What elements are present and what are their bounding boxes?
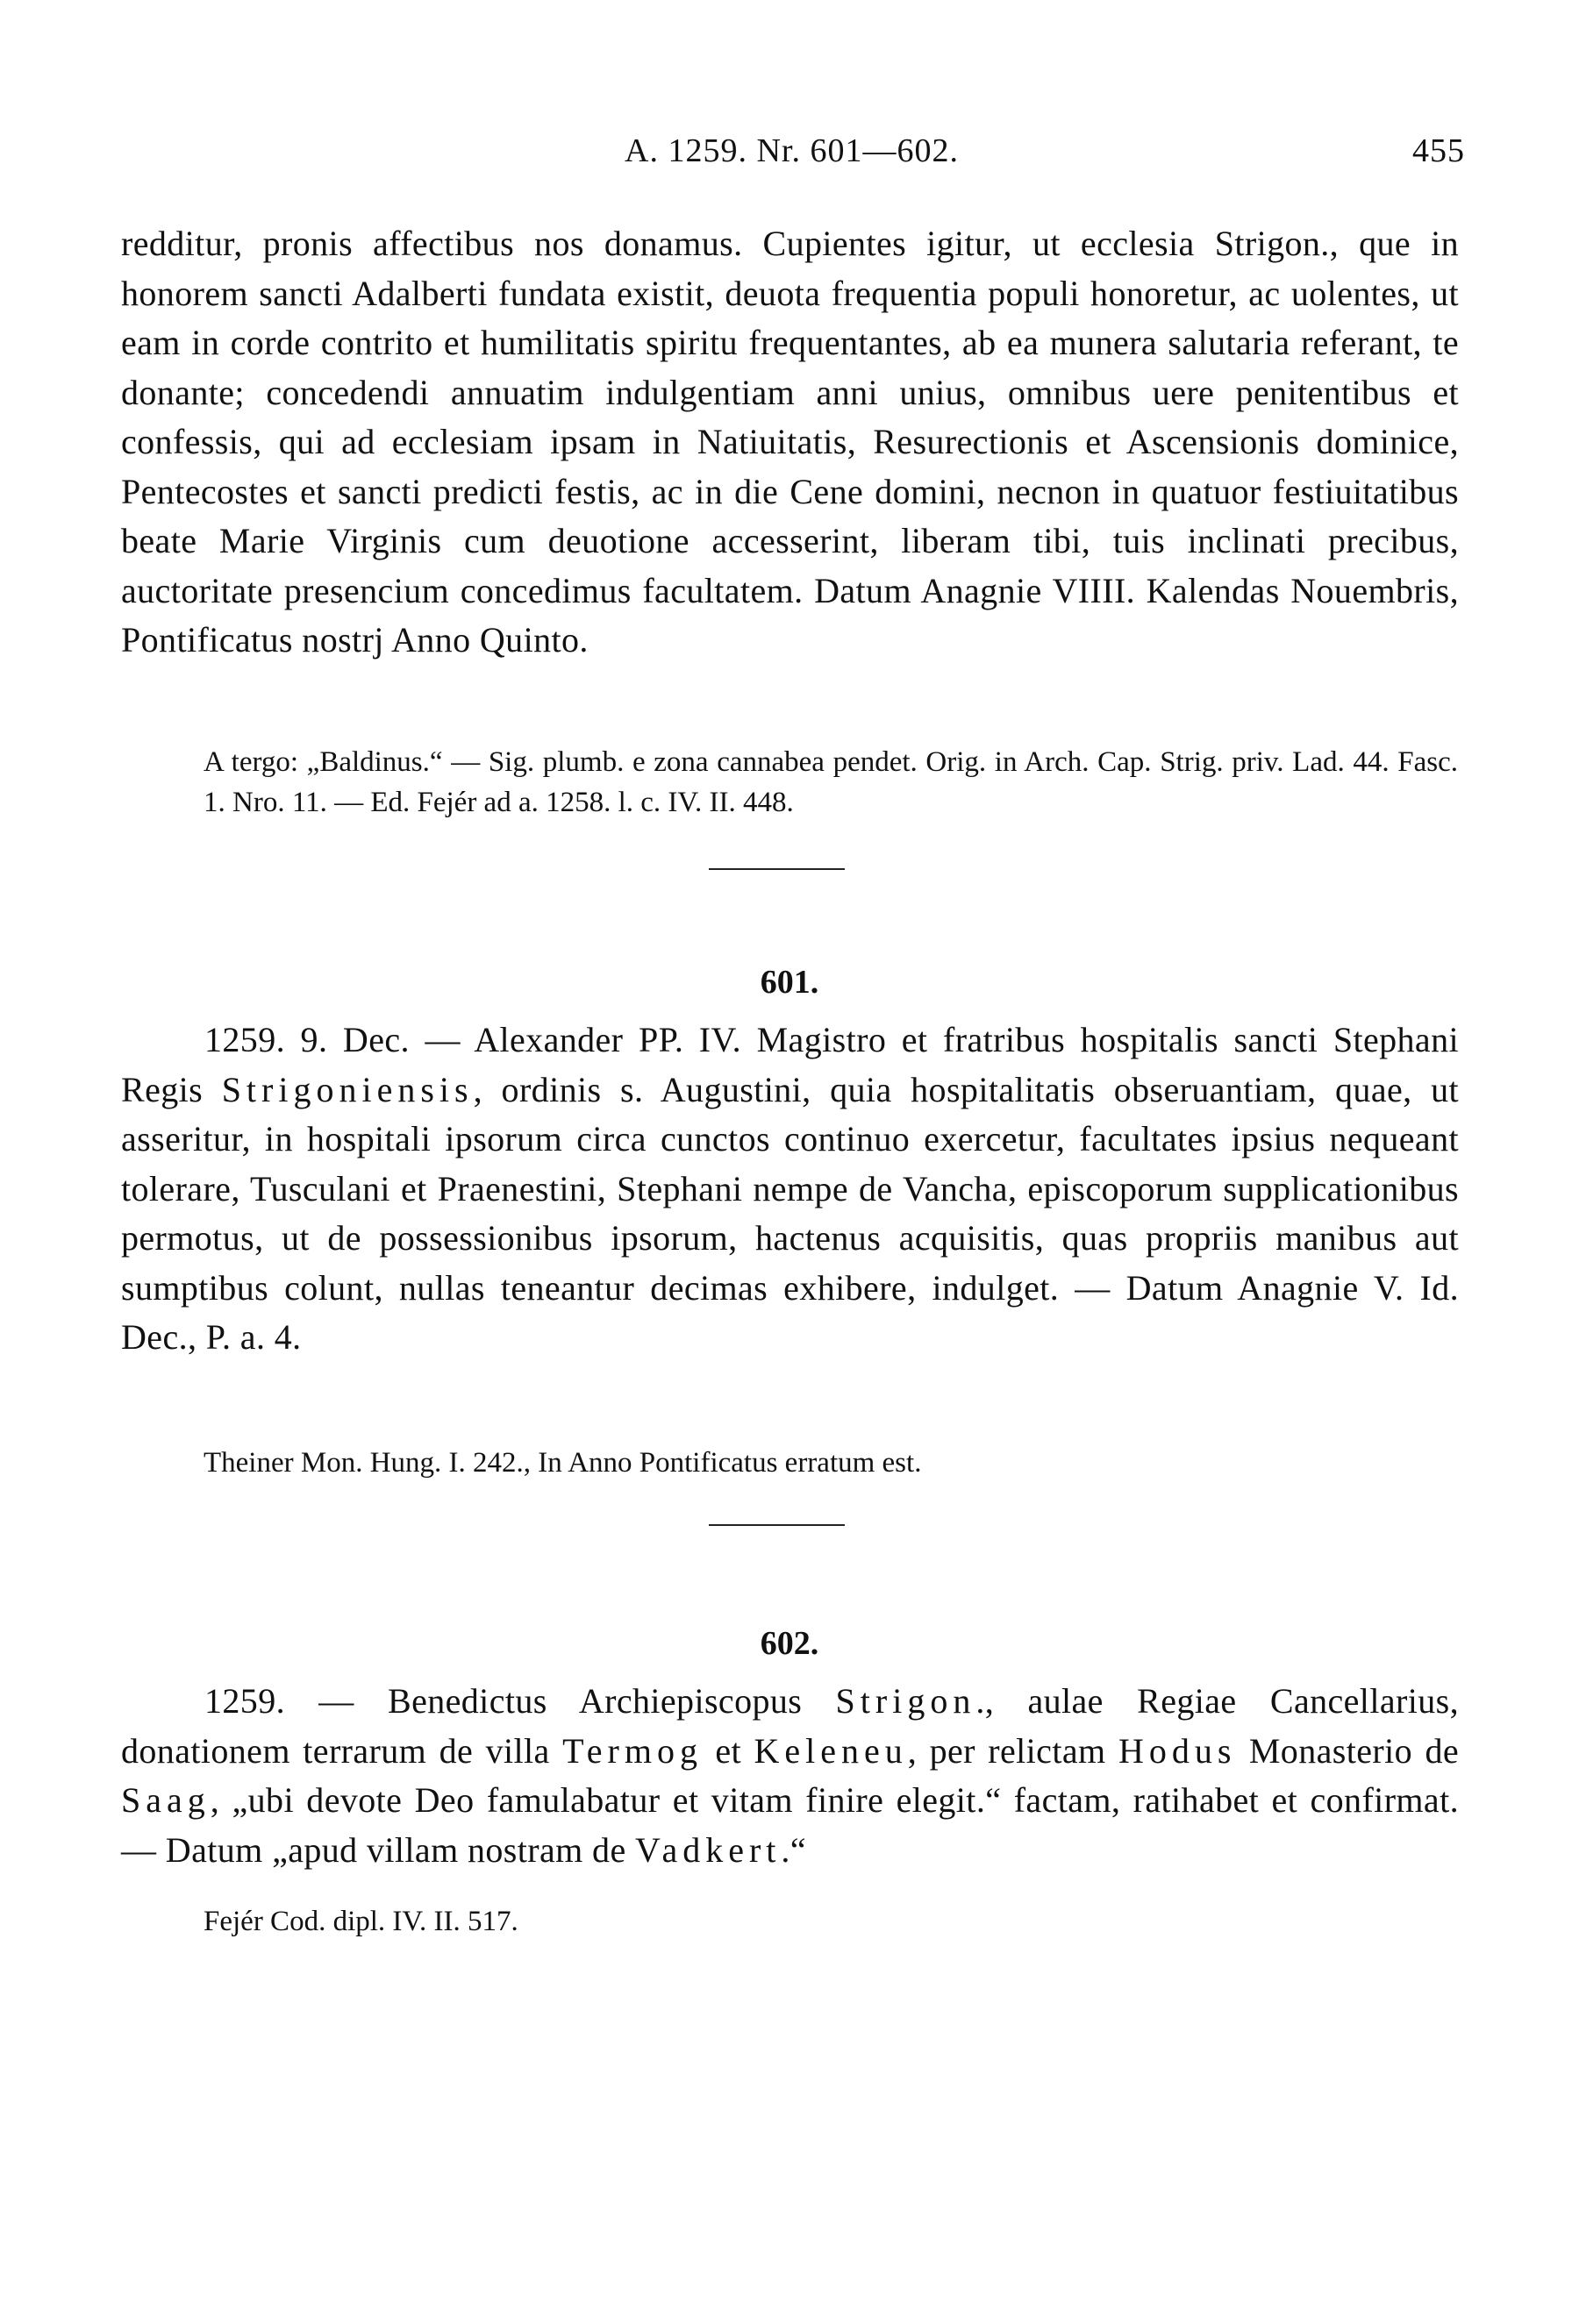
regest-602-part-i: Monasterio de — [1236, 1730, 1460, 1771]
regest-601-part-c: , ordinis s. Augustini, quia hospitalitatis obseruantiam, quae, ut asseritur, in hospitali ipsorum circa cunctos continuo exercetur, facultates ipsius nequeant tolerare, Tusculani et Praenestini, Stephani nempe de Vancha, episcoporum supplicationibus permotus, ut de possessionibus ipsorum, hactenus acquisitis, quas propriis manibus aut sumptibus colunt, nullas teneantur decimas exhibere, indulget. — Datum Anagnie V. Id. Dec., P. a. 4. — [121, 1069, 1460, 1357]
header-title: A. 1259. Nr. 601—602. — [625, 132, 959, 169]
regest-602-part-m: .“ — [781, 1829, 806, 1870]
document-number-602: 602. — [760, 1625, 819, 1662]
regest-601-part-a: 1259. 9. Dec. — Alexander PP. IV. Magistro et fratribus hospitalis sancti Stephani Regis — [121, 1020, 1459, 1109]
regest-602-part-g: , per relictam — [907, 1730, 1118, 1771]
running-header — [118, 132, 1465, 184]
page-number: 455 — [1412, 132, 1465, 169]
place-name-termog: Termog — [562, 1730, 703, 1771]
document-number-601: 601. — [760, 964, 819, 1001]
document-602-note: Fejér Cod. dipl. IV. II. 517. — [204, 1906, 518, 1937]
section-divider — [709, 1524, 845, 1526]
document-602-regest — [121, 1677, 1459, 1875]
place-name-strigon: Strigon — [835, 1681, 976, 1721]
regest-602-part-e: et — [702, 1730, 754, 1771]
place-name-strigoniensis: Strigoniensis — [221, 1069, 474, 1109]
place-name-saag: Saag — [121, 1780, 211, 1820]
place-name-vadkert: Vadkert — [635, 1829, 782, 1870]
person-name-hodus: Hodus — [1118, 1730, 1237, 1771]
continuation-note: A tergo: „Baldinus.“ — Sig. plumb. e zona cannabea pendet. Orig. in Arch. Cap. Strig. priv. Lad. 44. Fasc. 1. Nro. 11. — Ed. Fejér ad a. 1258. l. c. IV. II. 448. — [204, 746, 1458, 818]
document-601-regest — [121, 1016, 1459, 1363]
regest-602-part-c: ., aulae Regiae Cancellarius, donationem terrarum de villa — [121, 1681, 1459, 1771]
regest-602-part-k: , „ubi devote Deo famulabatur et vitam finire elegit.“ factam, ratihabet et confirmat. — Datum „apud villam nostram de — [121, 1780, 1459, 1870]
place-name-keleneu: Keleneu — [754, 1730, 908, 1771]
document-601-note: Theiner Mon. Hung. I. 242., In Anno Pontificatus erratum est. — [204, 1447, 922, 1479]
section-divider — [709, 868, 845, 870]
continuation-text: redditur, pronis affectibus nos donamus. Cupientes igitur, ut ecclesia Strigon., que in honorem sancti Adalberti fundata existit, deuota frequentia populi honoretur, ac uolentes, ut eam in corde contrito et humilitatis spiritu frequentantes, ab ea munera salutaria referant, te donante; concedendi annuatim indulgentiam anni unius, omnibus uere penitentibus et confessis, qui ad ecclesiam ipsam in Natiuitatis, Resurectionis et Ascensionis dominice, Pentecostes et sancti predicti festis, ac in die Cene domini, necnon in quatuor festiuitatibus beate Marie Virginis cum deuotione accesserint, liberam tibi, tuis inclinati precibus, auctoritate presencium concedimus facultatem. Datum Anagnie VIIII. Kalendas Nouembris, Pontificatus nostrj Anno Quinto. — [121, 224, 1459, 659]
regest-602-part-a: 1259. — Benedictus Archiepiscopus — [204, 1681, 836, 1721]
